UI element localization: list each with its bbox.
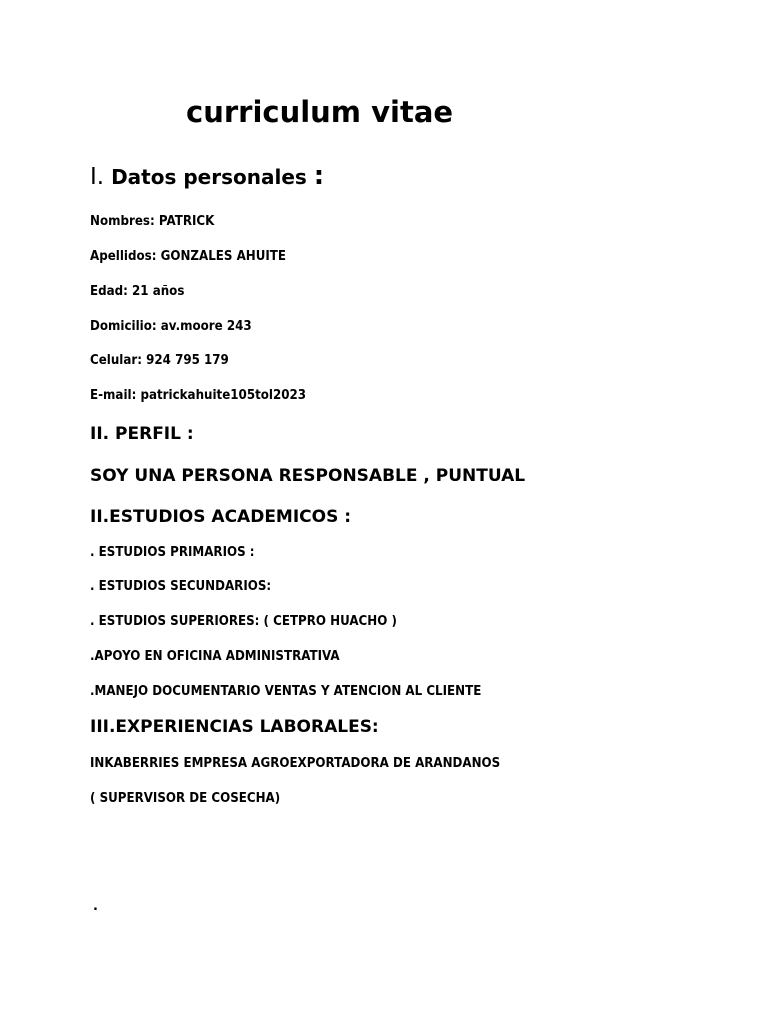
estudios-item: . ESTUDIOS SECUNDARIOS: xyxy=(90,578,272,594)
section-estudios-heading: II.ESTUDIOS ACADEMICOS : xyxy=(90,507,352,527)
section-personal-number: I. xyxy=(90,164,105,190)
perfil-text: SOY UNA PERSONA RESPONSABLE , PUNTUAL xyxy=(90,466,526,486)
trailing-dot: . xyxy=(93,899,98,914)
field-apellidos: Apellidos: GONZALES AHUITE xyxy=(90,248,287,264)
field-edad: Edad: 21 años xyxy=(90,283,185,299)
field-email: E-mail: patrickahuite105tol2023 xyxy=(90,387,307,403)
section-experiencias-heading: III.EXPERIENCIAS LABORALES: xyxy=(90,717,379,737)
field-nombres: Nombres: PATRICK xyxy=(90,213,215,229)
estudios-item: .APOYO EN OFICINA ADMINISTRATIVA xyxy=(90,648,340,664)
section-perfil-heading: II. PERFIL : xyxy=(90,424,194,444)
experiencia-role: ( SUPERVISOR DE COSECHA) xyxy=(90,790,281,806)
document-title: curriculum vitae xyxy=(186,95,454,129)
field-celular: Celular: 924 795 179 xyxy=(90,352,229,368)
experiencia-company: INKABERRIES EMPRESA AGROEXPORTADORA DE ARANDANOS xyxy=(90,755,501,771)
section-personal-colon: : xyxy=(313,161,325,191)
estudios-item: .MANEJO DOCUMENTARIO VENTAS Y ATENCION AL CLIENTE xyxy=(90,683,482,699)
section-personal-label: Datos personales xyxy=(104,165,314,189)
section-personal-heading xyxy=(90,163,324,189)
field-domicilio: Domicilio: av.moore 243 xyxy=(90,318,252,334)
estudios-item: . ESTUDIOS SUPERIORES: ( CETPRO HUACHO ) xyxy=(90,613,397,629)
estudios-item: . ESTUDIOS PRIMARIOS : xyxy=(90,544,255,560)
